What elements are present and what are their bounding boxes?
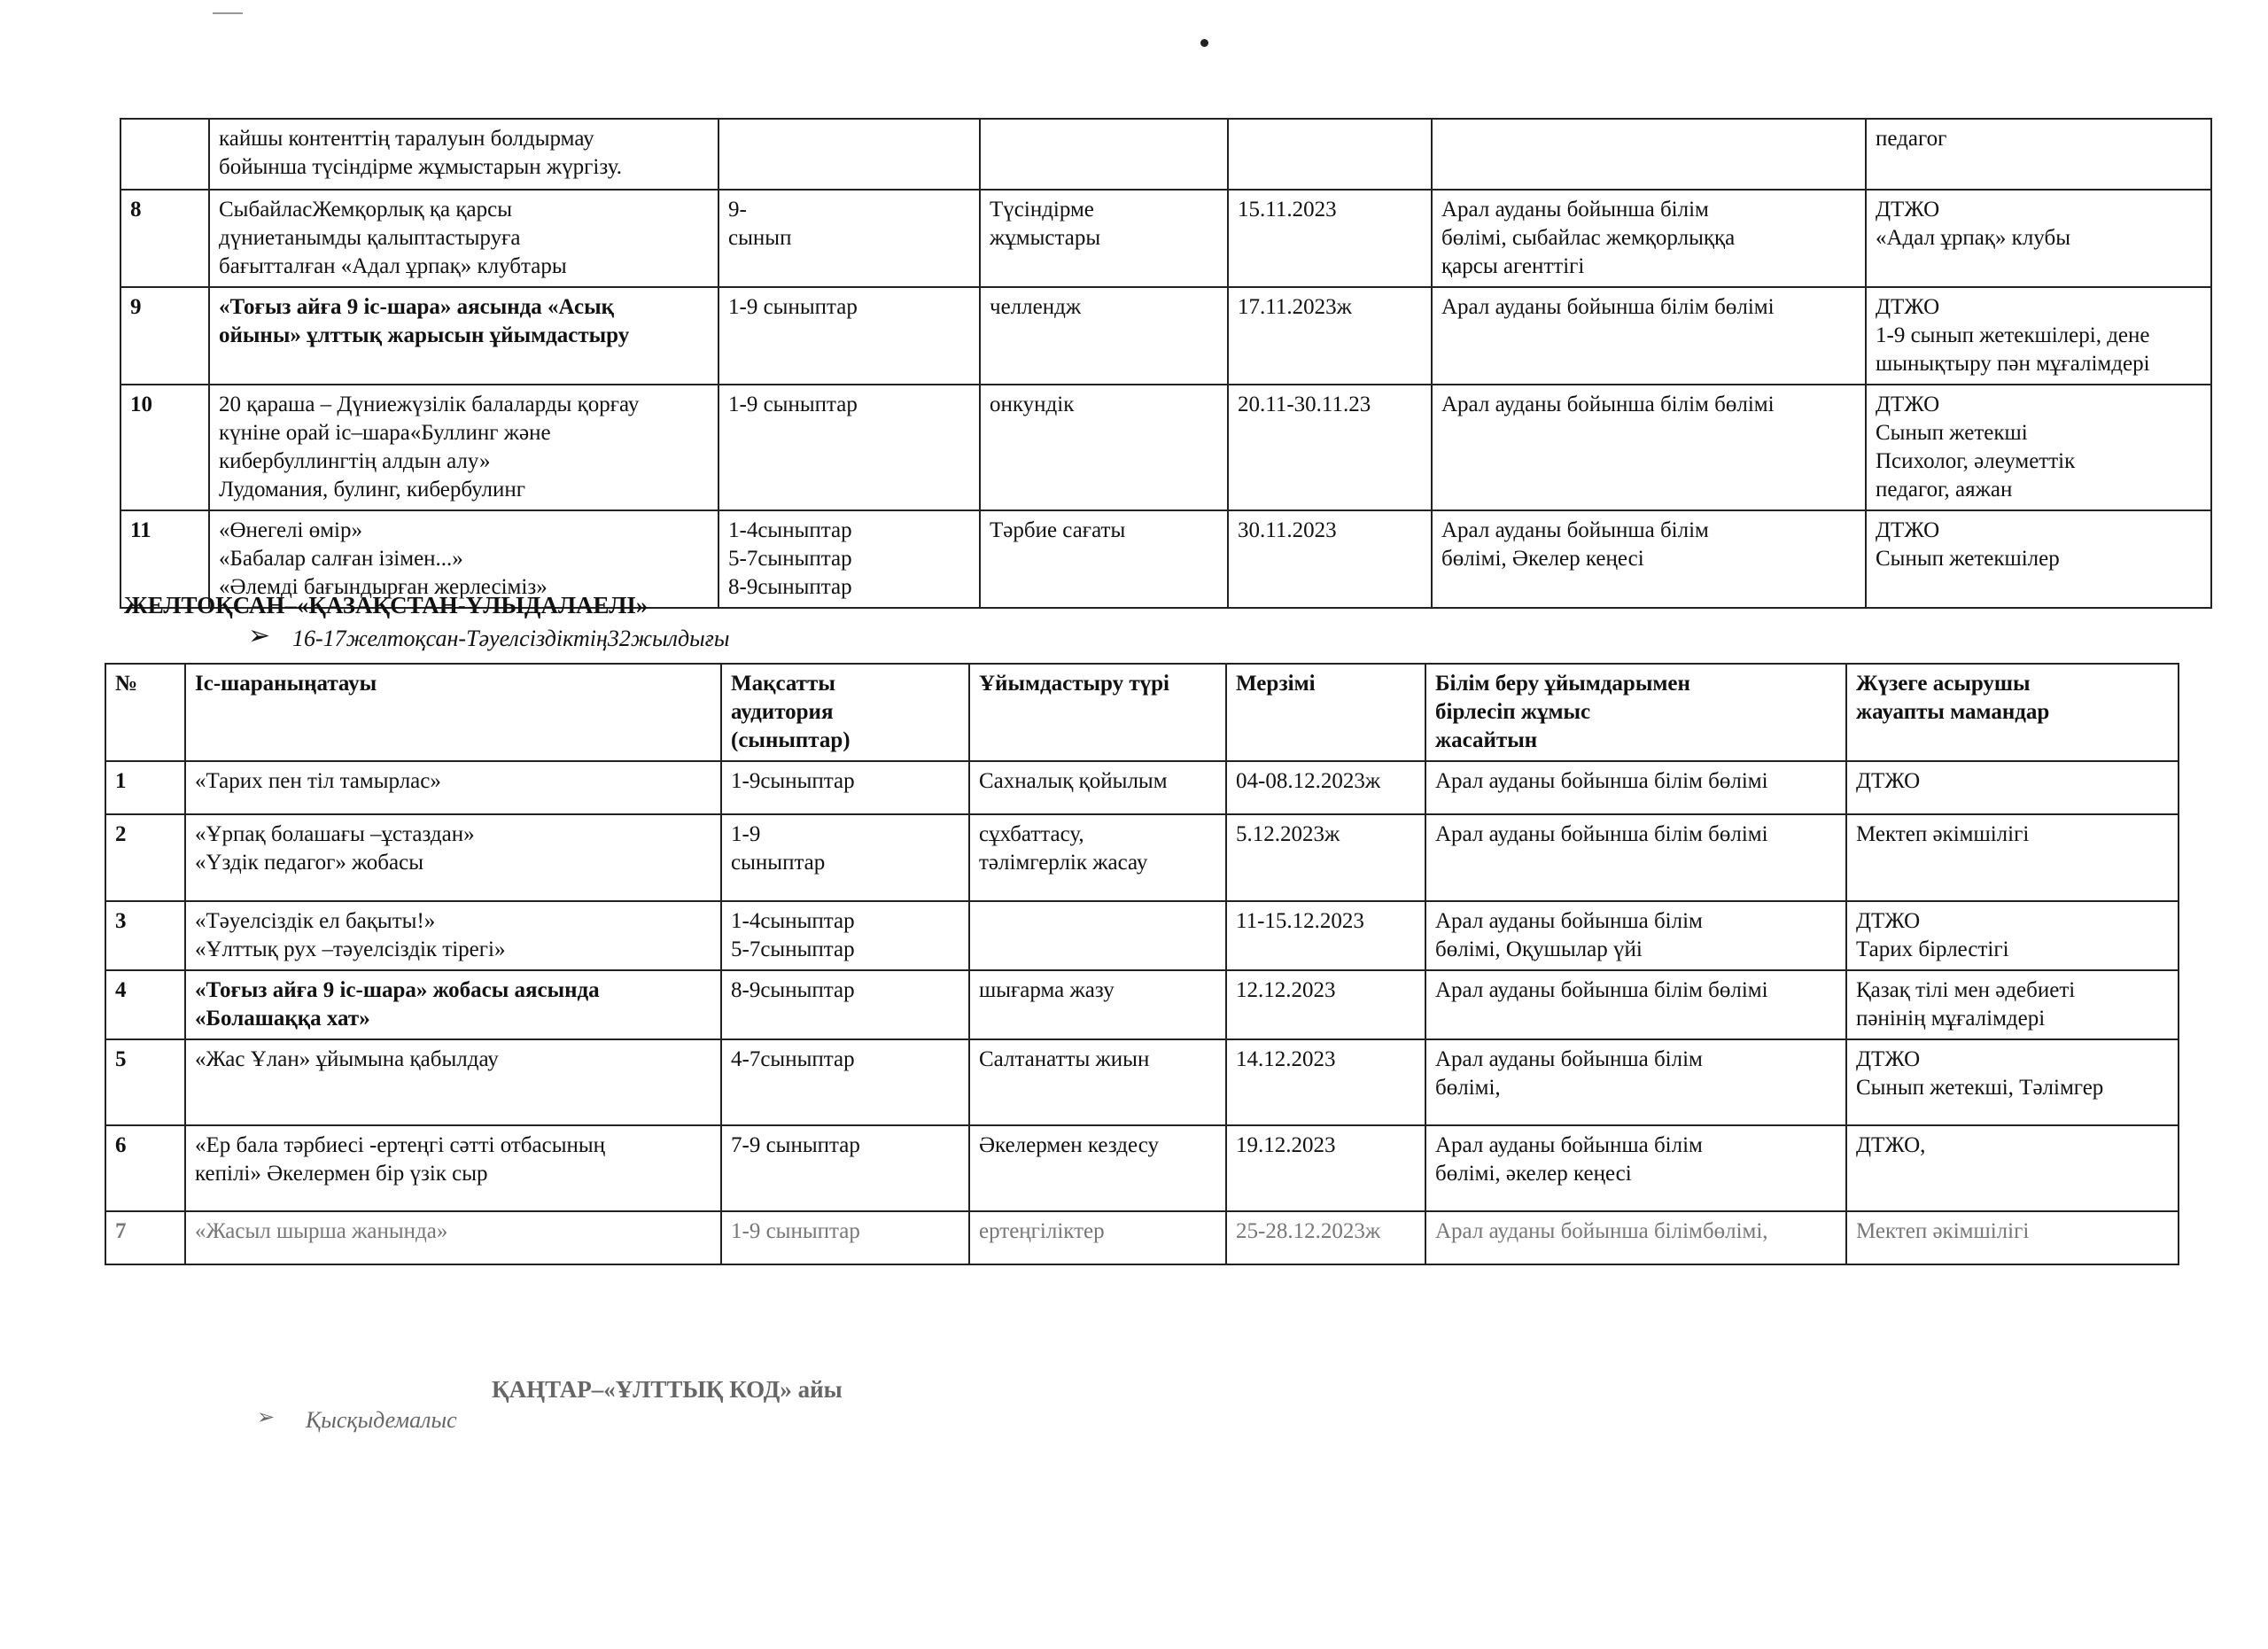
december-events-table — [105, 663, 2179, 1265]
cell-partner: Арал ауданы бойынша білім бөлімі — [1432, 287, 1866, 385]
cell-partner: Арал ауданы бойынша білім бөлімі, Әкелер кеңесі — [1432, 510, 1866, 608]
header-form: Ұйымдастыру түрі — [969, 664, 1226, 761]
december-subtitle: 16-17желтоқсан-Тәуелсіздіктің32жылдығы — [292, 626, 730, 651]
table-row — [120, 190, 2211, 287]
cell-date: 19.12.2023 — [1226, 1125, 1425, 1211]
table-row — [105, 761, 2179, 814]
cell-responsible: ДТЖО 1-9 сынып жетекшілері, дене шынықтыру пән мұғалімдері — [1866, 287, 2211, 385]
table-row — [105, 814, 2179, 901]
cell-responsible: ДТЖО Сынып жетекшілер — [1866, 510, 2211, 608]
cell-num: 4 — [105, 970, 185, 1039]
cell-partner: Арал ауданы бойынша білім бөлімі — [1432, 385, 1866, 510]
cell-partner: Арал ауданы бойынша білімбөлімі, — [1425, 1211, 1846, 1264]
cell-partner: Арал ауданы бойынша білім бөлімі — [1425, 970, 1846, 1039]
header-responsible: Жүзеге асырушы жауапты мамандар — [1846, 664, 2179, 761]
cell-audience: 9- сынып — [718, 190, 980, 287]
header-partner: Білім беру ұйымдарымен бірлесіп жұмыс жасайтын — [1425, 664, 1846, 761]
cell-num — [120, 119, 209, 190]
december-events-body — [105, 761, 2179, 1264]
cell-date: 25-28.12.2023ж — [1226, 1211, 1425, 1264]
cell-form: сұхбаттасу, тәлімгерлік жасау — [969, 814, 1226, 901]
table-row — [105, 901, 2179, 970]
cell-num: 3 — [105, 901, 185, 970]
cell-audience: 1-9 сыныптар — [718, 385, 980, 510]
table-row — [105, 970, 2179, 1039]
cell-audience: 1-9 сыныптар — [721, 814, 969, 901]
cell-date: 04-08.12.2023ж — [1226, 761, 1425, 814]
cell-partner: Арал ауданы бойынша білім бөлімі, — [1425, 1039, 1846, 1125]
cell-date: 11-15.12.2023 — [1226, 901, 1425, 970]
table-row — [120, 385, 2211, 510]
cell-title: «Өнегелі өмір» «Бабалар салған ізімен...» «Әлемді бағындырған жерлесіміз» — [209, 510, 718, 608]
cell-form: Тәрбие сағаты — [980, 510, 1228, 608]
cell-form: Сахналық қойылым — [969, 761, 1226, 814]
header-audience: Мақсатты аудитория (сыныптар) — [721, 664, 969, 761]
cell-date — [1228, 119, 1432, 190]
cell-form — [969, 901, 1226, 970]
cell-num: 6 — [105, 1125, 185, 1211]
bullet-arrow-icon: ➢ — [257, 1406, 276, 1429]
cell-title: 20 қараша – Дүниежүзілік балаларды қорғау күніне орай іс–шара«Буллинг және кибербуллингтің алдын алу» Лудомания, булинг, кибербулинг — [209, 385, 718, 510]
cell-responsible: ДТЖО Сынып жетекші Психолог, әлеуметтік педагог, аяжан — [1866, 385, 2211, 510]
table-row — [105, 1211, 2179, 1264]
cell-form: ертеңгіліктер — [969, 1211, 1226, 1264]
cell-responsible: Қазақ тілі мен әдебиеті пәнінің мұғалімдері — [1846, 970, 2179, 1039]
cell-num: 1 — [105, 761, 185, 814]
cell-title: «Жас Ұлан» ұйымына қабылдау — [185, 1039, 721, 1125]
cell-date: 12.12.2023 — [1226, 970, 1425, 1039]
cell-responsible: ДТЖО, — [1846, 1125, 2179, 1211]
cell-form: Түсіндірме жұмыстары — [980, 190, 1228, 287]
cell-num: 8 — [120, 190, 209, 287]
cell-audience: 1-9 сыныптар — [721, 1211, 969, 1264]
cell-responsible: ДТЖО «Адал ұрпақ» клубы — [1866, 190, 2211, 287]
cell-date: 5.12.2023ж — [1226, 814, 1425, 901]
table-row — [105, 1039, 2179, 1125]
table-row — [120, 287, 2211, 385]
cell-title: «Тарих пен тіл тамырлас» — [185, 761, 721, 814]
cell-num: 11 — [120, 510, 209, 608]
cell-form: Әкелермен кездесу — [969, 1125, 1226, 1211]
cell-title: «Ер бала тәрбиесі -ертеңгі сәтті отбасының кепілі» Әкелермен бір үзік сыр — [185, 1125, 721, 1211]
scan-mark — [213, 12, 243, 14]
header-num: № — [105, 664, 185, 761]
cell-partner: Арал ауданы бойынша білім бөлімі, сыбайлас жемқорлыққа қарсы агенттігі — [1432, 190, 1866, 287]
cell-title: «Жасыл шырша жанында» — [185, 1211, 721, 1264]
cell-audience: 7-9 сыныптар — [721, 1125, 969, 1211]
cell-date: 20.11-30.11.23 — [1228, 385, 1432, 510]
table-header-row — [105, 664, 2179, 761]
cell-responsible: ДТЖО Тарих бірлестігі — [1846, 901, 2179, 970]
cell-form: шығарма жазу — [969, 970, 1226, 1039]
header-title: Іс-шараныңатауы — [185, 664, 721, 761]
cell-num: 9 — [120, 287, 209, 385]
cell-responsible: Мектеп әкімшілігі — [1846, 1211, 2179, 1264]
cell-form — [980, 119, 1228, 190]
table-row — [105, 1125, 2179, 1211]
november-events-body — [120, 119, 2211, 608]
cell-num: 2 — [105, 814, 185, 901]
cell-partner: Арал ауданы бойынша білім бөлімі — [1425, 761, 1846, 814]
scan-dot — [1200, 39, 1208, 47]
cell-title: СыбайласЖемқорлық қа қарсы дүниетанымды қалыптастыруға бағытталған «Адал ұрпақ» клубтары — [209, 190, 718, 287]
cell-partner: Арал ауданы бойынша білім бөлімі — [1425, 814, 1846, 901]
table-row — [120, 119, 2211, 190]
cell-title: кайшы контенттің таралуын болдырмау бойынша түсіндірме жұмыстарын жүргізу. — [209, 119, 718, 190]
cell-responsible: ДТЖО Сынып жетекші, Тәлімгер — [1846, 1039, 2179, 1125]
november-events-table — [120, 118, 2212, 609]
cell-partner: Арал ауданы бойынша білім бөлімі, әкелер кеңесі — [1425, 1125, 1846, 1211]
cell-date: 14.12.2023 — [1226, 1039, 1425, 1125]
cell-partner: Арал ауданы бойынша білім бөлімі, Оқушылар үйі — [1425, 901, 1846, 970]
cell-responsible: ДТЖО — [1846, 761, 2179, 814]
cell-partner — [1432, 119, 1866, 190]
cell-form: челлендж — [980, 287, 1228, 385]
december-title: ЖЕЛТОҚСАН–«ҚАЗАҚСТАН-ҰЛЫДАЛАЕЛІ» — [124, 592, 649, 618]
cell-form: онкундік — [980, 385, 1228, 510]
cell-audience: 1-4сыныптар 5-7сыныптар 8-9сыныптар — [718, 510, 980, 608]
cell-title: «Тоғыз айға 9 іс-шара» жобасы аясында «Болашаққа хат» — [185, 970, 721, 1039]
header-date: Мерзімі — [1226, 664, 1425, 761]
cell-title: «Ұрпақ болашағы –ұстаздан» «Үздік педагог» жобасы — [185, 814, 721, 901]
cell-audience: 1-9 сыныптар — [718, 287, 980, 385]
cell-form: Салтанатты жиын — [969, 1039, 1226, 1125]
cell-date: 17.11.2023ж — [1228, 287, 1432, 385]
cell-num: 5 — [105, 1039, 185, 1125]
cell-audience — [718, 119, 980, 190]
cell-date: 15.11.2023 — [1228, 190, 1432, 287]
cell-audience: 8-9сыныптар — [721, 970, 969, 1039]
cell-audience: 1-4сыныптар 5-7сыныптар — [721, 901, 969, 970]
cell-num: 10 — [120, 385, 209, 510]
cell-title: «Тәуелсіздік ел бақыты!» «Ұлттық рух –тәуелсіздік тірегі» — [185, 901, 721, 970]
cell-responsible: Мектеп әкімшілігі — [1846, 814, 2179, 901]
cell-num: 7 — [105, 1211, 185, 1264]
bullet-arrow-icon: ➢ — [248, 621, 271, 650]
january-subtitle: Қысқыдемалыс — [306, 1407, 457, 1433]
cell-title: «Тоғыз айға 9 іс-шара» аясында «Асық ойыны» ұлттық жарысын ұйымдастыру — [209, 287, 718, 385]
cell-audience: 4-7сыныптар — [721, 1039, 969, 1125]
cell-audience: 1-9сыныптар — [721, 761, 969, 814]
january-title: ҚАҢТАР–«ҰЛТТЫҚ КОД» айы — [492, 1376, 843, 1403]
cell-date: 30.11.2023 — [1228, 510, 1432, 608]
cell-responsible: педагог — [1866, 119, 2211, 190]
